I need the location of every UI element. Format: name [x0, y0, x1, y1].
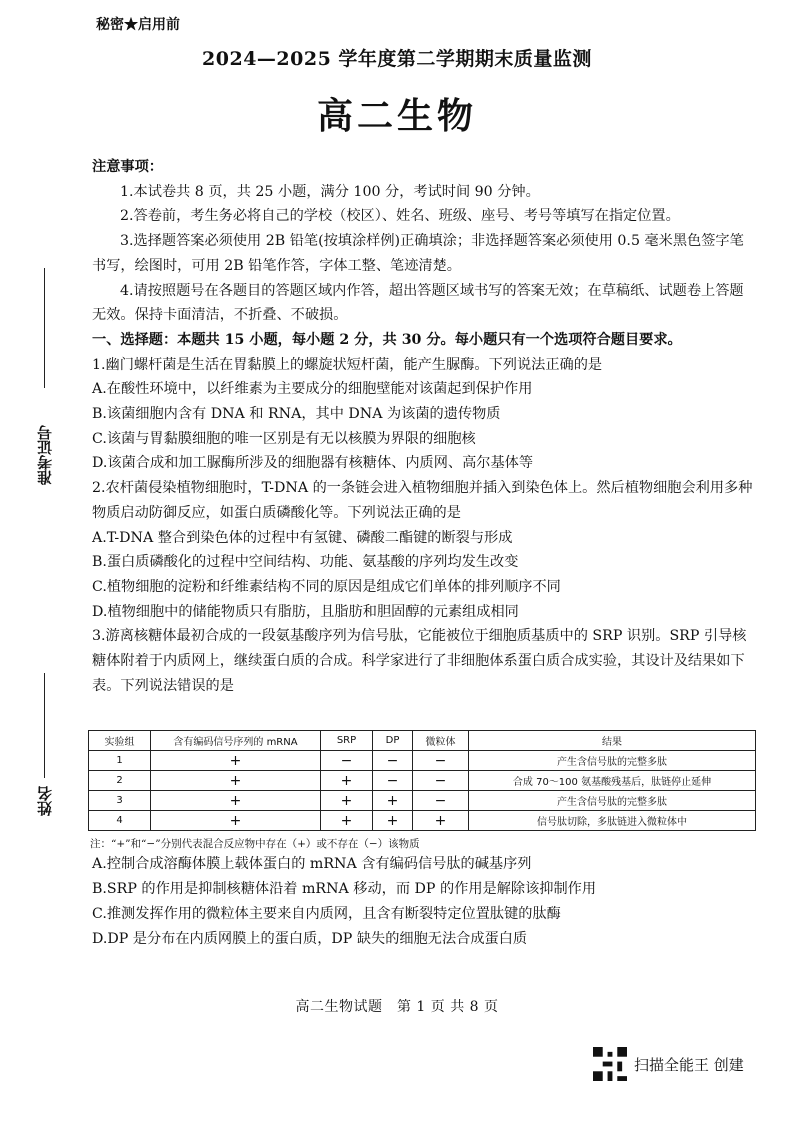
table-cell: − — [321, 751, 373, 771]
qr-code-icon — [593, 1047, 627, 1081]
notice-title: 注意事项： — [92, 159, 163, 175]
q3-option-d: D.DP 是分布在内质网膜上的蛋白质，DP 缺失的细胞无法合成蛋白质 — [92, 931, 528, 947]
table-note: 注：“+”和“−”分别代表混合反应物中存在（+）或不存在（−）该物质 — [90, 838, 420, 850]
q2-option-b: B.蛋白质磷酸化的过程中空间结构、功能、氨基酸的序列均发生改变 — [92, 554, 519, 571]
table-header-row — [89, 731, 756, 751]
exam-number-line — [44, 268, 45, 388]
table-cell: − — [373, 771, 413, 791]
table-header: 微粒体 — [413, 731, 469, 751]
notice-item: 2.答卷前，考生务必将自己的学校（校区）、姓名、班级、座号、考号等填写在指定位置。 — [120, 208, 680, 225]
table-row — [89, 791, 756, 811]
table-cell: + — [151, 811, 321, 831]
experiment-table — [88, 730, 756, 831]
q3-stem: 3.游离核糖体最初合成的一段氨基酸序列为信号肽，它能被位于细胞质基质中的 SRP 识别。SRP 引导核糖体附着于内质网上，继续蛋白质的合成。科学家进行了非细胞体系蛋白质合成实验，其设计及结果如下表。下列说法错误的是 — [92, 628, 747, 694]
table-cell: − — [413, 791, 469, 811]
table-cell: + — [413, 811, 469, 831]
q1-option-c: C.该菌与胃黏膜细胞的唯一区别是有无以核膜为界限的细胞核 — [92, 430, 476, 447]
section-title: 一、选择题：本题共 15 小题，每小题 2 分，共 30 分。每小题只有一个选项符合题目要求。 — [92, 331, 682, 348]
table-header: SRP — [321, 731, 373, 751]
table-cell: + — [373, 811, 413, 831]
q3-option-c: C.推测发挥作用的微粒体主要来自内质网，且含有断裂特定位置肽键的肽酶 — [92, 906, 561, 922]
notice-item: 1.本试卷共 8 页，共 25 小题，满分 100 分，考试时间 90 分钟。 — [120, 183, 540, 200]
table-cell: + — [321, 771, 373, 791]
q1-stem: 1.幽门螺杆菌是生活在胃黏膜上的螺旋状短杆菌，能产生脲酶。下列说法正确的是 — [92, 356, 603, 373]
table-cell: + — [373, 791, 413, 811]
exam-title: 2024—2025 学年度第二学期期末质量监测 — [202, 48, 592, 70]
table-header: 含有编码信号序列的 mRNA — [151, 731, 321, 751]
exam-number-label: 准考证号 — [36, 425, 54, 485]
secret-label: 秘密★启用前 — [96, 17, 180, 33]
table-header: 实验组 — [89, 731, 151, 751]
table-cell: 合成 70～100 氨基酸残基后，肽链停止延伸 — [469, 771, 756, 791]
notice-item: 3.选择题答案必须使用 2B 铅笔(按填涂样例)正确填涂；非选择题答案必须使用 0.5 毫米黑色签字笔书写，绘图时，可用 2B 铅笔作答，字体工整、笔迹清楚。 — [92, 233, 744, 274]
q2-option-d: D.植物细胞中的储能物质只有脂肪，且脂肪和胆固醇的元素组成相同 — [92, 603, 519, 620]
page-footer: 高二生物试题 第 1 页 共 8 页 — [295, 999, 499, 1015]
table-cell: 产生含信号肽的完整多肽 — [469, 751, 756, 771]
name-label: 姓名 — [36, 786, 54, 816]
table-row — [89, 811, 756, 831]
table-header: DP — [373, 731, 413, 751]
name-line — [44, 673, 45, 778]
table-cell: 3 — [89, 791, 151, 811]
table-cell: 1 — [89, 751, 151, 771]
exam-body — [92, 155, 756, 698]
q3-options — [92, 852, 756, 952]
table-cell: − — [373, 751, 413, 771]
table-cell: + — [151, 771, 321, 791]
subject-title: 高二生物 — [316, 96, 477, 137]
table-cell: + — [151, 791, 321, 811]
table-cell: 信号肽切除，多肽链进入微粒体中 — [469, 811, 756, 831]
table-row — [89, 771, 756, 791]
q1-option-b: B.该菌细胞内含有 DNA 和 RNA，其中 DNA 为该菌的遗传物质 — [92, 406, 501, 423]
q1-option-d: D.该菌合成和加工脲酶所涉及的细胞器有核糖体、内质网、高尔基体等 — [92, 455, 534, 472]
table-cell: + — [321, 791, 373, 811]
table-cell: + — [321, 811, 373, 831]
q2-stem: 2.农杆菌侵染植物细胞时，T-DNA 的一条链会进入植物细胞并插入到染色体上。然后植物细胞会利用多种物质启动防御反应，如蛋白质磷酸化等。下列说法正确的是 — [92, 480, 753, 521]
q3-option-b: B.SRP 的作用是抑制核糖体沿着 mRNA 移动，而 DP 的作用是解除该抑制作用 — [92, 881, 597, 897]
q3-option-a: A.控制合成溶酶体膜上载体蛋白的 mRNA 含有编码信号肽的碱基序列 — [92, 856, 532, 872]
q1-option-a: A.在酸性环境中，以纤维素为主要成分的细胞壁能对该菌起到保护作用 — [92, 381, 533, 398]
table-cell: 产生含信号肽的完整多肽 — [469, 791, 756, 811]
table-cell: + — [151, 751, 321, 771]
notice-item: 4.请按照题号在各题目的答题区域内作答，超出答题区域书写的答案无效；在草稿纸、试题卷上答题无效。保持卡面清洁，不折叠、不破损。 — [92, 282, 744, 324]
q2-option-c: C.植物细胞的淀粉和纤维素结构不同的原因是组成它们单体的排列顺序不同 — [92, 578, 561, 595]
table-cell: − — [413, 771, 469, 791]
table-cell: − — [413, 751, 469, 771]
scanner-watermark: 扫描全能王 创建 — [634, 1056, 744, 1074]
table-cell: 2 — [89, 771, 151, 791]
table-row — [89, 751, 756, 771]
q2-option-a: A.T-DNA 整合到染色体的过程中有氢键、磷酸二酯键的断裂与形成 — [92, 529, 513, 546]
table-cell: 4 — [89, 811, 151, 831]
table-header: 结果 — [469, 731, 756, 751]
